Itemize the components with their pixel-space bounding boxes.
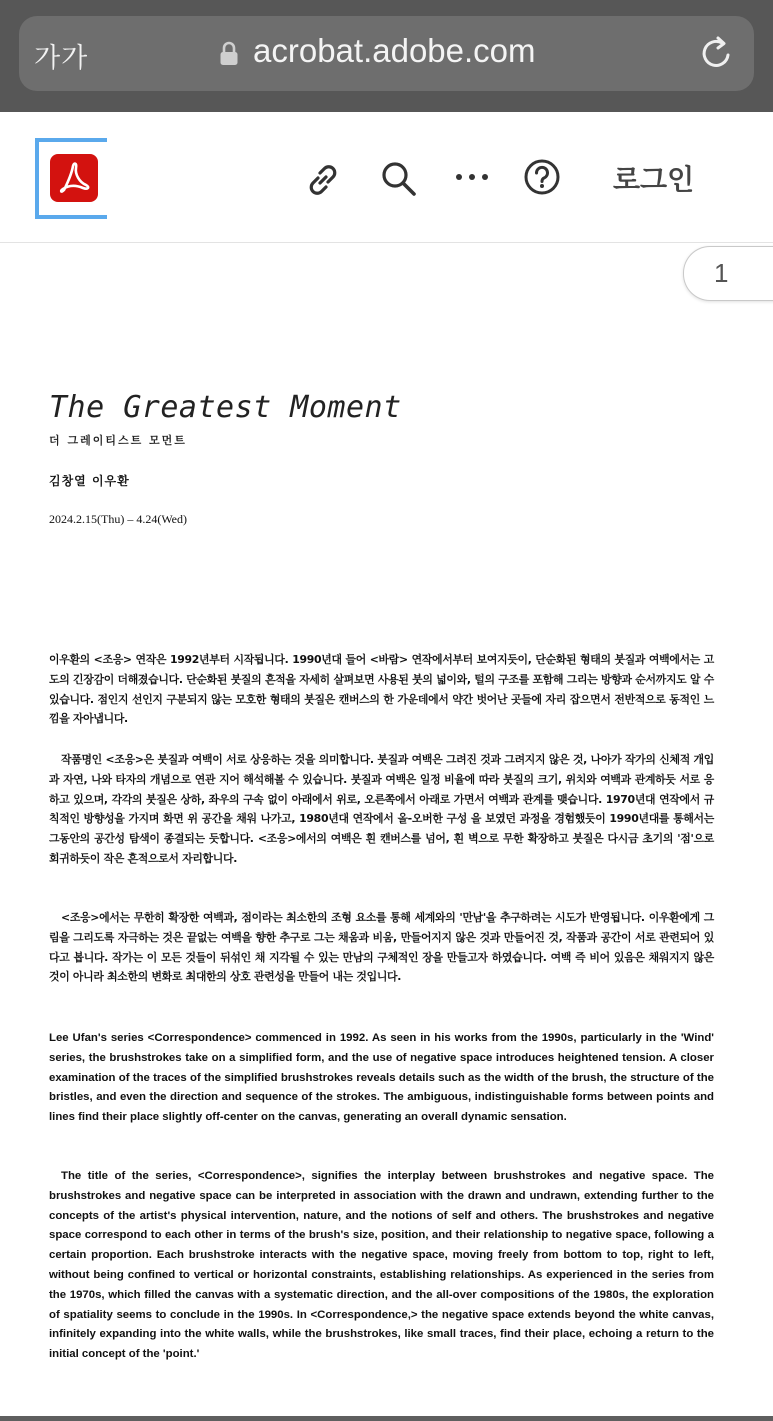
acrobat-logo[interactable] <box>50 154 98 202</box>
lock-icon <box>219 41 239 67</box>
paragraph-ko-2: 작품명인 <조응>은 붓질과 여백이 서로 상응하는 것을 의미합니다. 붓질과 여백은 그려진 것과 그려지지 않은 것, 나아가 작가의 신체적 개입과 자연, 나와 타자의 개념으로 연관 지어 해석해볼 수 있습니다. 붓질과 여백은 일정 비율에 따라 붓질의 크기, 위치와 여백과 관계하듯 서로 응하고 있으며, 각각의 붓질은 상하, 좌우의 구속 없이 아래에서 위로, 오른쪽에서 아래로 가면서 여백과 관계를 맺습니다. 1970년대 연작에서 규칙적인 방향성을 가지며 화면 위 공간을 채워 나가고, 1980년대 연작에서 올-오버한 구성 을 보였던 과정을 경험했듯이 1990년대를 통해서는 그동안의 공간성 탐색이 종결되는 듯합니다. <조응>에서의 여백은 흰 캔버스를 넘어, 흰 벽으로 무한 확장하고 붓질은 다시금 초기의 '점'으로 회귀하듯이 작은 흔적으로서 자리합니다. <box>49 753 714 865</box>
browser-toolbar <box>0 0 773 112</box>
page-indicator <box>683 246 773 301</box>
search-icon[interactable] <box>380 160 418 198</box>
paragraph-ko-3: <조응>에서는 무한히 확장한 여백과, 점이라는 최소한의 조형 요소를 통해 세계와의 '만남'을 추구하려는 시도가 반영됩니다. 이우환에게 그림을 그리도록 자극하는 것은 끝없는 여백을 향한 추구로 그는 채움과 비움, 만들어지지 않은 것과 만들어진 것, 작품과 공간이 서로 관련되어 있다고 봅니다. 작가는 이 모든 것들이 뒤섞인 채 지각될 수 있는 만남의 구체적인 장을 만들고자 하였습니다. 여백 즉 비어 있음은 채워지지 않은 것이 아니라 최소한의 변화로 최대한의 상호 관련성을 만들어 내는 것입니다. <box>49 911 714 984</box>
text-size-button[interactable]: 가가 <box>34 43 89 74</box>
document-artists: 김창열 이우환 <box>49 474 130 488</box>
url-text[interactable]: acrobat.adobe.com <box>253 32 536 69</box>
more-icon[interactable] <box>455 170 489 184</box>
paragraph-ko-1: 이우환의 <조응> 연작은 1992년부터 시작됩니다. 1990년대 들어 <바람> 연작에서부터 보여지듯이, 단순화된 형태의 붓질과 여백에서는 고도의 긴장감이 더해졌습니다. 단순화된 붓질의 흔적을 자세히 살펴보면 사용된 붓의 넓이와, 털의 구조를 포함해 그리는 방향과 순서까지도 알 수 있습니다. 점인지 선인지 구분되지 않는 모호한 형태의 붓질은 캔버스의 한 가운데에서 약간 벗어난 곳들에 자리 잡으면서 전반적으로 동적인 느낌을 자아냅니다. <box>49 653 714 726</box>
address-bar[interactable] <box>19 16 754 91</box>
document-subtitle: 더 그레이티스트 모먼트 <box>49 434 187 447</box>
page-number: 1 <box>714 258 729 288</box>
reload-icon[interactable] <box>697 33 737 73</box>
acrobat-glyph-icon <box>50 154 98 202</box>
bottom-edge <box>0 1416 773 1421</box>
link-icon[interactable] <box>304 161 342 199</box>
login-link[interactable]: 로그인 <box>613 163 695 196</box>
help-icon[interactable] <box>523 158 561 196</box>
document-title: The Greatest Moment <box>49 390 402 425</box>
paragraph-en-1: Lee Ufan's series <Correspondence> commenced in 1992. As seen in his works from the 1990s, particularly in the 'Wind' series, the brushstrokes take on a simplified form, and the use of negative space introduces heightened tension. A closer examination of the traces of the simplified brushstrokes reveals details such as the width of the brush, the structure of the bristles, and even the direction and sequence of the strokes. The ambiguous, indistinguishable forms between points and lines find their place slightly off-center on the canvas, generating an overall dynamic sensation. <box>49 1032 714 1124</box>
paragraph-en-2: The title of the series, <Correspondence>, signifies the interplay between brushstrokes and negative space. The brushstrokes and negative space can be interpreted in association with the drawn and undrawn, extending further to the concepts of the artist's physical intervention, nature, and the notions of self and others. The brushstrokes and negative space correspond to each other in terms of the brush's size, position, and their relationship to negative space, following a certain proportion. Each brushstroke interacts with the negative space, moving freely from bottom to top, right to left, without being confined to vertical or horizontal constraints, establishing relationships. As experienced in the series from the 1970s, which filled the canvas with a systematic direction, and the all-over compositions of the 1980s, the exploration of spatiality seems to conclude in the 1990s. In <Correspondence,> the negative space extends beyond the white canvas, infinitely expanding into the white walls, while the brushstrokes, like small traces, find their place, echoing a return to the initial concept of the 'point.' <box>49 1170 714 1361</box>
document-dates: 2024.2.15(Thu) – 4.24(Wed) <box>49 512 188 526</box>
